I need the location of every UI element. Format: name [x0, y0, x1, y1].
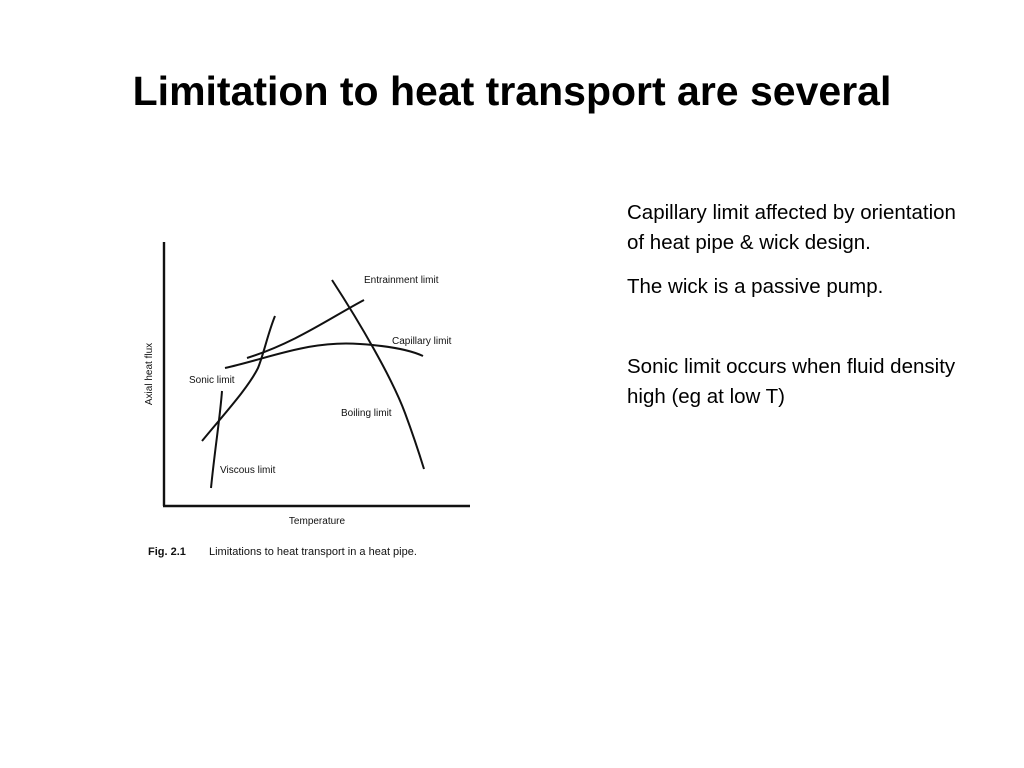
- entrainment-limit-label: Entrainment limit: [364, 275, 439, 286]
- boiling-limit-curve: [332, 280, 424, 469]
- notes-text-block: [627, 198, 957, 426]
- note-sonic-limit: Sonic limit occurs when fluid density high (eg at low T): [627, 355, 956, 408]
- y-axis-label: Axial heat flux: [144, 342, 155, 406]
- viscous-limit-label: Viscous limit: [220, 465, 276, 476]
- figure-caption-text: Limitations to heat transport in a heat pipe.: [209, 546, 417, 558]
- note-capillary-limit: Capillary limit affected by orientation of heat pipe & wick design.: [627, 201, 956, 254]
- boiling-limit-label: Boiling limit: [341, 408, 392, 419]
- sonic-limit-label: Sonic limit: [189, 375, 235, 386]
- x-axis-label: Temperature: [288, 516, 346, 527]
- note-passive-pump: The wick is a passive pump.: [627, 275, 884, 298]
- heat-pipe-limits-figure: [130, 228, 490, 573]
- slide-title: Limitation to heat transport are several: [132, 68, 892, 114]
- figure-caption-number: Fig. 2.1: [148, 546, 186, 558]
- capillary-limit-label: Capillary limit: [392, 336, 452, 347]
